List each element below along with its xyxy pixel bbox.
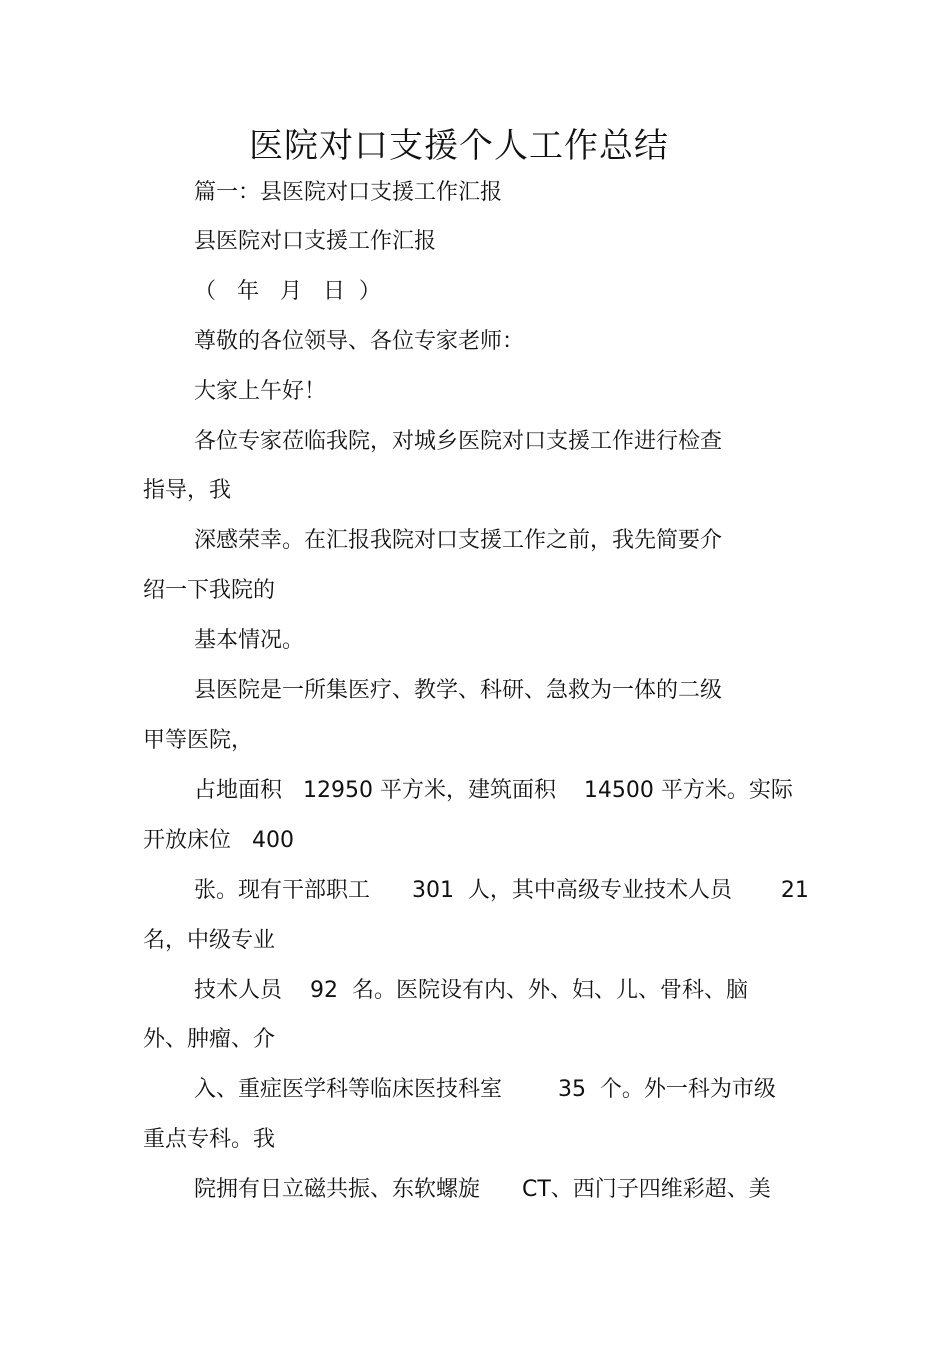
text-line: 深感荣幸。在汇报我院对口支援工作之前，我先简要介 [194, 528, 723, 553]
text-line: 开放床位 400 [143, 828, 294, 853]
text-line: 外、肿瘤、介 [143, 1027, 276, 1052]
text-line: 占地面积 12950 平方米，建筑面积 14500 平方米。实际 [194, 778, 793, 803]
text-line: 尊敬的各位领导、各位专家老师： [194, 329, 525, 354]
text-line: 篇一：县医院对口支援工作汇报 [194, 180, 503, 205]
text-line: 张。现有干部职工 301 人，其中高级专业技术人员 21 [194, 878, 809, 903]
text-line: 大家上午好！ [194, 379, 327, 404]
text-line: 指导，我 [143, 478, 232, 503]
document-title: 医院对口支援个人工作总结 [249, 126, 669, 166]
text-line: 各位专家莅临我院，对城乡医院对口支援工作进行检查 [194, 429, 723, 454]
text-line: 基本情况。 [194, 628, 305, 653]
text-line: 重点专科。我 [143, 1127, 276, 1152]
text-line: 甲等医院， [143, 728, 254, 753]
text-line: 县医院对口支援工作汇报 [194, 229, 437, 254]
text-line: 院拥有日立磁共振、东软螺旋 CT、西门子四维彩超、美 [194, 1177, 771, 1202]
text-line: 名，中级专业 [143, 928, 276, 953]
text-line: 技术人员 92 名。医院设有内、外、妇、儿、骨科、脑 [194, 978, 748, 1003]
text-line: 绍一下我院的 [143, 578, 276, 603]
text-line: 入、重症医学科等临床医技科室 35 个。外一科为市级 [194, 1077, 776, 1102]
text-line: （ 年 月 日 ） [194, 279, 381, 304]
text-line: 县医院是一所集医疗、教学、科研、急救为一体的二级 [194, 678, 723, 703]
